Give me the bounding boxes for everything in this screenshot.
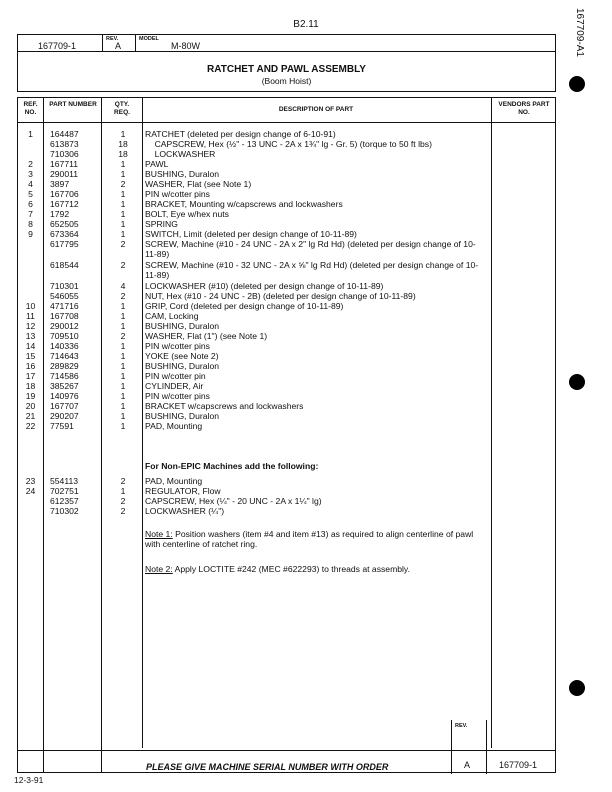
header-rev-cell [102, 35, 136, 51]
ref-number: 3 [28, 169, 33, 179]
part-description: SCREW, Machine (#10 - 24 UNC - 2A x 2" lg Rd Hd) (deleted per design change of 10-11-89) [145, 239, 476, 259]
quantity: 2 [120, 506, 126, 516]
ref-number: 11 [26, 311, 35, 321]
quantity: 1 [120, 199, 126, 209]
part-number: 167707 [50, 401, 79, 411]
quantity: 2 [120, 260, 126, 270]
quantity: 1 [120, 229, 126, 239]
footer-doc-box [485, 750, 557, 774]
ref-number: 15 [25, 351, 36, 361]
assembly-subtitle: (Boom Hoist) [261, 76, 312, 86]
footer-rev-label: REV. [455, 723, 468, 729]
part-description: SWITCH, Limit (deleted per design change of 10-11-89) [145, 229, 357, 239]
footer-rev: A [464, 760, 471, 770]
part-description: RATCHET (deleted per design change of 6-10-91) [145, 129, 336, 139]
quantity: 1 [120, 401, 126, 411]
quantity: 1 [120, 301, 126, 311]
part-number: 290012 [50, 321, 79, 331]
note-1-text: Position washers (item #4 and item #13) as required to align centerline of pawl with centerline of ratchet ring. [145, 529, 474, 549]
part-description: PIN w/cotter pins [145, 341, 210, 351]
header-model: M-80W [171, 41, 200, 51]
part-description: BUSHING, Duralon [145, 411, 220, 421]
ref-number: 2 [28, 159, 33, 169]
part-number: 1792 [50, 209, 70, 219]
page-number: B2.11 [293, 19, 319, 30]
quantity: 1 [120, 129, 126, 139]
quantity: 1 [120, 371, 126, 381]
ref-number: 19 [25, 391, 36, 401]
quantity: 2 [120, 291, 126, 301]
part-description: CAM, Locking [145, 311, 199, 321]
part-number: 618544 [50, 260, 79, 270]
ref-number: 16 [25, 361, 36, 371]
parts-table [17, 97, 556, 773]
ref-number: 6 [28, 199, 33, 209]
ref-number: 1 [28, 129, 33, 139]
part-description: LOCKWASHER (¼") [145, 506, 225, 516]
quantity: 1 [120, 341, 126, 351]
header-divider [18, 122, 555, 123]
part-number: 546055 [50, 291, 79, 301]
serial-number-instruction: PLEASE GIVE MACHINE SERIAL NUMBER WITH ORDER [146, 762, 389, 772]
binder-hole-top [569, 76, 585, 92]
quantity: 1 [120, 381, 126, 391]
col-divider-desc [491, 98, 492, 748]
part-description: YOKE (see Note 2) [145, 351, 219, 361]
part-number: 617795 [50, 239, 79, 249]
part-description: PIN w/cotter pin [145, 371, 206, 381]
header-model-cell [136, 35, 555, 51]
ref-number: 24 [25, 486, 36, 496]
part-description: CAPSCREW, Hex (¼" - 20 UNC - 2A x 1¼" lg) [145, 496, 322, 506]
part-description: REGULATOR, Flow [145, 486, 221, 496]
part-number: 290207 [50, 411, 79, 421]
ref-number: 23 [25, 476, 36, 486]
part-number: 167712 [50, 199, 79, 209]
quantity: 1 [120, 391, 126, 401]
part-description: PIN w/cotter pins [145, 189, 210, 199]
quantity: 1 [120, 411, 126, 421]
quantity: 2 [120, 239, 126, 249]
part-description: PAWL [145, 159, 169, 169]
assembly-title: RATCHET AND PAWL ASSEMBLY [207, 64, 366, 75]
col-header-qty: QTY. REQ. [114, 101, 130, 116]
part-description: NUT, Hex (#10 - 24 UNC - 2B) (deleted per design change of 10-11-89) [145, 291, 416, 301]
part-number: 714586 [50, 371, 79, 381]
header-doc-cell [18, 35, 102, 51]
part-number: 710301 [50, 281, 79, 291]
ref-number: 10 [25, 301, 36, 311]
part-number: 3897 [50, 179, 70, 189]
quantity: 18 [118, 139, 128, 149]
header-row [17, 34, 556, 52]
quantity: 1 [120, 486, 126, 496]
quantity: 1 [120, 219, 126, 229]
part-description: SPRING [145, 219, 178, 229]
note-2-text: Apply LOCTITE #242 (MEC #622293) to threads at assembly. [172, 564, 410, 574]
header-doc-number: 167709-1 [38, 41, 77, 51]
part-description: BUSHING, Duralon [145, 321, 220, 331]
part-number: 167711 [50, 159, 79, 169]
binder-hole-middle [569, 374, 585, 390]
part-number: 612357 [50, 496, 79, 506]
part-number: 290011 [50, 169, 79, 179]
part-description: BUSHING, Duralon [145, 169, 220, 179]
part-description: CAPSCREW, Hex (½" - 13 UNC - 2A x 1¾" lg - Gr. 5) (torque to 50 ft lbs) [145, 139, 432, 149]
quantity: 2 [120, 179, 126, 189]
part-description: GRIP, Cord (deleted per design change of 10-11-89) [145, 301, 344, 311]
quantity: 1 [120, 351, 126, 361]
quantity: 1 [120, 361, 126, 371]
col-header-vendor: VENDORS PART NO. [498, 101, 550, 116]
part-description: WASHER, Flat (see Note 1) [145, 179, 252, 189]
part-number: 164487 [50, 129, 79, 139]
col-divider-ref [43, 98, 44, 772]
note-1 [145, 529, 485, 549]
ref-number: 21 [25, 411, 36, 421]
part-number: 77591 [50, 421, 74, 431]
part-description: PAD, Mounting [145, 421, 203, 431]
ref-number: 17 [25, 371, 36, 381]
header-model-label: MODEL [139, 36, 159, 42]
header-rev: A [115, 41, 122, 51]
revision-date: 12-3-91 [14, 775, 44, 785]
part-number: 554113 [50, 476, 79, 486]
part-number: 167706 [50, 189, 79, 199]
ref-number: 5 [28, 189, 33, 199]
col-header-part: PART NUMBER [49, 101, 97, 108]
part-number: 709510 [50, 331, 79, 341]
ref-number: 9 [28, 229, 33, 239]
side-document-code: 167709-A1 [574, 8, 585, 57]
note-2 [145, 564, 485, 574]
part-number: 471716 [50, 301, 79, 311]
quantity: 1 [120, 311, 126, 321]
ref-number: 12 [25, 321, 36, 331]
ref-number: 14 [25, 341, 36, 351]
footer-doc-number: 167709-1 [499, 760, 538, 770]
part-number: 702751 [50, 486, 79, 496]
footer-rev-box [451, 720, 487, 774]
part-description: LOCKWASHER [145, 149, 216, 159]
part-description: LOCKWASHER (#10) (deleted per design change of 10-11-89) [145, 281, 384, 291]
part-number: 167708 [50, 311, 79, 321]
ref-number: 4 [28, 179, 33, 189]
quantity: 1 [120, 209, 126, 219]
ref-number: 22 [25, 421, 36, 431]
part-description: PAD, Mounting [145, 476, 203, 486]
part-number: 140336 [50, 341, 79, 351]
title-box [17, 51, 556, 92]
part-number: 289829 [50, 361, 79, 371]
header-rev-label: REV. [106, 36, 119, 42]
part-description: CYLINDER, Air [145, 381, 204, 391]
quantity: 1 [120, 321, 126, 331]
part-description: BOLT, Eye w/hex nuts [145, 209, 229, 219]
ref-number: 7 [28, 209, 33, 219]
quantity: 18 [118, 149, 128, 159]
col-header-desc: DESCRIPTION OF PART [278, 106, 354, 113]
part-description: WASHER, Flat (1") (see Note 1) [145, 331, 268, 341]
part-number: 652505 [50, 219, 79, 229]
part-number: 710306 [50, 149, 79, 159]
part-number: 710302 [50, 506, 79, 516]
quantity: 1 [120, 169, 126, 179]
part-description: BRACKET w/capscrews and lockwashers [145, 401, 304, 411]
part-description: BUSHING, Duralon [145, 361, 220, 371]
part-number: 673364 [50, 229, 79, 239]
quantity: 2 [120, 476, 126, 486]
ref-number: 8 [28, 219, 33, 229]
part-description: SCREW, Machine (#10 - 32 UNC - 2A x ⅝" lg Rd Hd) (deleted per design change of 10-11-89) [145, 260, 479, 280]
non-epic-subheading: For Non-EPIC Machines add the following: [145, 461, 319, 471]
quantity: 1 [120, 421, 126, 431]
ref-number: 13 [25, 331, 36, 341]
part-number: 385267 [50, 381, 79, 391]
quantity: 2 [120, 331, 126, 341]
quantity: 2 [120, 496, 126, 506]
quantity: 1 [120, 189, 126, 199]
binder-hole-bottom [569, 680, 585, 696]
part-description: BRACKET, Mounting w/capscrews and lockwashers [145, 199, 343, 209]
ref-number: 18 [25, 381, 36, 391]
note-2-label: Note 2: [145, 564, 173, 574]
ref-number: 20 [25, 401, 36, 411]
note-1-label: Note 1: [145, 529, 173, 539]
quantity: 4 [120, 281, 126, 291]
part-number: 140976 [50, 391, 79, 401]
part-number: 613873 [50, 139, 79, 149]
part-description: PIN w/cotter pins [145, 391, 210, 401]
part-number: 714643 [50, 351, 79, 361]
quantity: 1 [120, 159, 126, 169]
col-header-ref: REF. NO. [23, 101, 38, 116]
